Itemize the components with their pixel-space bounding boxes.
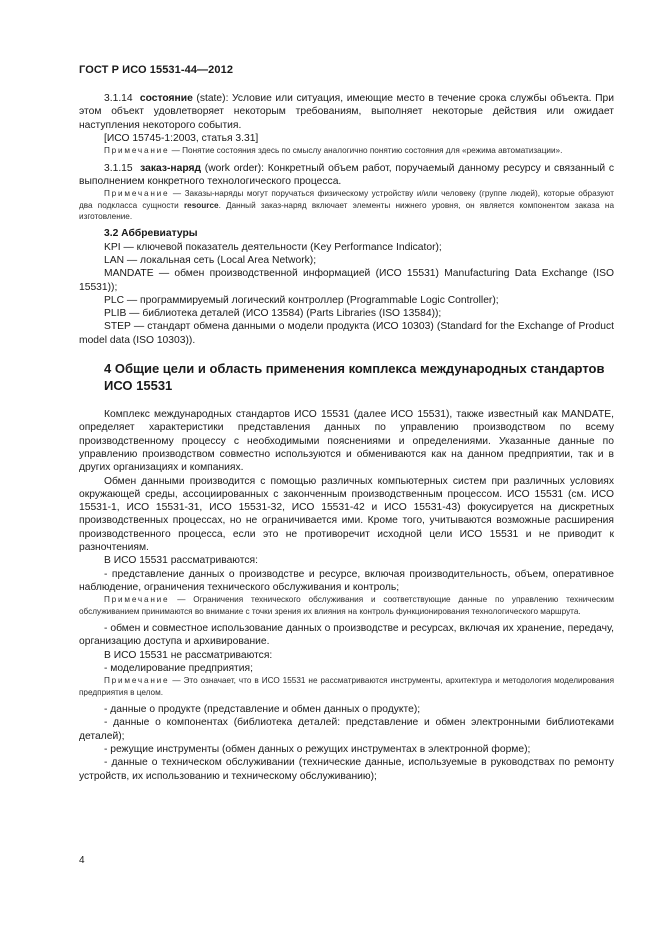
note-3-1-14 — [79, 145, 614, 156]
note-text-b: . Данный заказ-наряд включает элементы нижнего уровня, он является компонентом заказа на изготовление. — [79, 200, 614, 221]
abbreviations-list — [79, 241, 614, 347]
page-number: 4 — [79, 855, 85, 866]
definition-text: (state): Условие или ситуация, имеющие место в течение срока службы объекта. При этом объект удовлетворяет некоторым требованиям, выполняет некоторые действия или ожидает наступления некоторого события. — [79, 93, 614, 131]
definition-number: 3.1.14 — [104, 93, 133, 104]
note-label: Примечание — [104, 146, 170, 156]
abbreviation-item: KPI — ключевой показатель деятельности (Key Performance Indicator); — [104, 241, 442, 253]
note-text-a: — Заказы-наряды могут поручаться физическому устройству и/или человеку (группе людей), которые образуют два подкласса сущности — [79, 189, 614, 210]
definition-3-1-15 — [79, 162, 614, 189]
note-text: — Понятие состояния здесь по смыслу аналогично понятию состояния для «режима автоматизации». — [169, 146, 563, 156]
note-label: Примечание — [104, 595, 170, 605]
section-paragraph: Обмен данными производится с помощью различных компьютерных систем при различных условиях окружающей среды, ассоциированных с законченным производственным процессом. ИСО 15531 (см. ИСО 15531-1, ИСО 15531-31, ИСО 15531-32, ИСО 15531-42 и ИСО 15531-43) фокусируется на дискретных производственных процессах, но не ограничивается ими. Кроме того, учитываются возможные расширения производственного процесса, если это не противоречит исходной цели ИСО 15531 и не приводит к разночтениям. — [79, 475, 614, 554]
definition-term: состояние — [139, 93, 193, 104]
bullet-item: - обмен и совместное использование данных о производстве и ресурсах, включая их хранение, передачу, организацию доступа и архивирование. — [79, 623, 614, 648]
section-heading-line-2: ИСО 15531 — [104, 377, 173, 393]
note-label: Примечание — [104, 676, 170, 686]
section-paragraph: В ИСО 15531 не рассматриваются: — [104, 649, 273, 661]
note-enterprise-modelling — [79, 675, 614, 698]
bullet-item: - данные о продукте (представление и обмен данных о продукте); — [104, 704, 421, 716]
note-maintenance — [79, 594, 614, 617]
abbreviation-item: MANDATE — обмен производственной информацией (ИСО 15531) Manufacturing Data Exchange (ISO 15531)); — [79, 268, 614, 293]
bullet-item: - представление данных о производстве и ресурсе, включая производительность, объем, оперативное наблюдение, ограничения технического обслуживания и контроль; — [79, 568, 614, 593]
section-paragraph: В ИСО 15531 рассматриваются: — [104, 555, 258, 567]
bullet-item: - данные о техническом обслуживании (технические данные, используемые в руководствах по ремонту устройств, их использованию и техническому обслуживанию); — [79, 757, 614, 782]
definition-text: (work order): Конкретный объем работ, поручаемый данному ресурсу и связанный с выполнением конкретного технологического процесса. — [79, 162, 614, 187]
note-term: resource — [183, 200, 219, 210]
bullet-item: - данные о компонентах (библиотека деталей: представление и обмен электронными библиотеками деталей); — [79, 717, 614, 742]
definition-3-1-14 — [79, 92, 614, 132]
section-paragraph: Комплекс международных стандартов ИСО 15531 (далее ИСО 15531), также известный как MANDATE, определяет характеристики представления данных по управлению производством по всему производственному процессу с необходимыми пояснениями и определениями. Указанные данные по управлению производством совместно используются и обмениваются как на данном предприятии, так и в других организациях и компаниях. — [79, 409, 614, 474]
abbreviations-heading: 3.2 Аббревиатуры — [104, 228, 198, 240]
definition-number: 3.1.15 — [104, 162, 133, 174]
note-label: Примечание — [104, 189, 170, 199]
page-content — [79, 92, 614, 783]
abbreviation-item: STEP — стандарт обмена данными о модели продукта (ИСО 10303) (Standard for the Exchange of Product model data (ISO 10303)). — [79, 321, 614, 346]
note-3-1-15 — [79, 188, 614, 222]
abbreviation-item: PLIB — библиотека деталей (ИСО 13584) (Parts Libraries (ISO 13584)); — [104, 308, 442, 320]
abbreviation-item: LAN — локальная сеть (Local Area Network); — [104, 255, 317, 266]
bullet-item: - режущие инструменты (обмен данных о режущих инструментах в электронной форме); — [104, 743, 531, 755]
definition-reference: [ИСО 15745-1:2003, статья 3.31] — [104, 132, 259, 144]
note-text: — Это означает, что в ИСО 15531 не рассматриваются инструменты, архитектура и методология моделирования предприятия в целом. — [79, 676, 614, 697]
section-4-heading — [79, 361, 614, 394]
section-heading-line-1: 4 Общие цели и область применения комплекса международных стандартов — [104, 361, 605, 377]
definition-term: заказ-наряд — [140, 162, 202, 174]
document-header: ГОСТ Р ИСО 15531-44—2012 — [79, 64, 234, 76]
bullet-item: - моделирование предприятия; — [104, 662, 253, 674]
note-text: — Ограничения технического обслуживания и соответствующие данные по управлению техническим обслуживанием принимаются во внимание с точки зрения их влияния на контроль функционирования технологического маршрута. — [79, 595, 614, 616]
abbreviation-item: PLC — программируемый логический контроллер (Programmable Logic Controller); — [104, 294, 499, 306]
